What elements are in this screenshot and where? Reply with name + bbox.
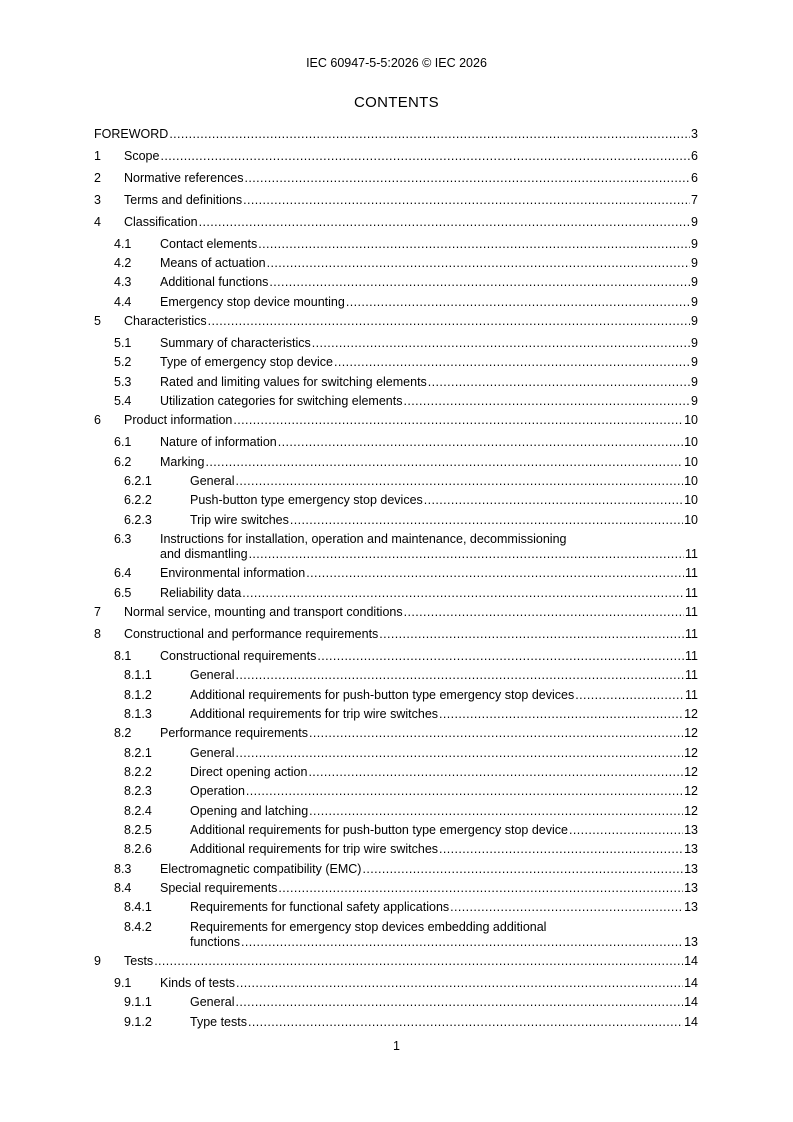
toc-entry-number: 6.2.1	[124, 474, 152, 488]
toc-entry-page: 9	[691, 275, 698, 289]
toc-entry-number: 6	[94, 413, 101, 427]
toc-entry-number: 5.1	[114, 336, 132, 350]
toc-entry-number: 4.3	[114, 275, 132, 289]
toc-entry-page: 10	[684, 455, 698, 469]
toc-entry[interactable]	[94, 842, 698, 857]
dot-leader	[569, 823, 683, 838]
toc-entry-number: 8.4.2	[124, 920, 152, 934]
toc-entry[interactable]	[94, 586, 698, 601]
toc-entry-page: 11	[685, 586, 698, 600]
toc-entry-page: 9	[691, 295, 698, 309]
toc-entry[interactable]	[94, 976, 698, 991]
toc-entry-label: Push-button type emergency stop devices	[190, 493, 423, 507]
toc-entry-label: Trip wire switches	[190, 513, 289, 527]
toc-entry-label-line1: Requirements for emergency stop devices embedding additional	[190, 920, 547, 934]
toc-entry-label: General	[190, 995, 235, 1009]
toc-entry-page: 9	[691, 256, 698, 270]
toc-entry-label: General	[190, 474, 235, 488]
toc-entry[interactable]	[94, 566, 698, 581]
toc-entry-label: Direct opening action	[190, 765, 308, 779]
toc-entry-number: 8.4.1	[124, 900, 152, 914]
toc-entry-page: 3	[691, 127, 698, 141]
dot-leader	[424, 493, 683, 508]
toc-entry-label: Rated and limiting values for switching elements	[160, 375, 427, 389]
dot-leader	[346, 295, 690, 310]
toc-entry-label: Scope	[124, 149, 160, 163]
dot-leader	[235, 746, 683, 761]
dot-leader	[278, 435, 683, 450]
dot-leader	[317, 649, 684, 664]
toc-entry-number: 8.2.1	[124, 746, 152, 760]
toc-entry-number: 9.1.1	[124, 995, 152, 1009]
toc-entry-label: Marking	[160, 455, 205, 469]
dot-leader	[205, 455, 683, 470]
toc-entry-page: 9	[691, 355, 698, 369]
toc-entry-label: Terms and definitions	[124, 193, 243, 207]
toc-entry[interactable]	[94, 295, 698, 310]
toc-entry-page: 11	[685, 547, 698, 561]
toc-entry-number: 6.1	[114, 435, 132, 449]
toc-entry-label: Summary of characteristics	[160, 336, 311, 350]
toc-entry-number: 5.2	[114, 355, 132, 369]
toc-entry-number: 4.2	[114, 256, 132, 270]
toc-entry-label: Operation	[190, 784, 245, 798]
toc-entry-number: 3	[94, 193, 101, 207]
toc-entry-label: Additional requirements for push-button type emergency stop device	[190, 823, 568, 837]
dot-leader	[379, 627, 684, 642]
toc-entry-page: 13	[684, 842, 698, 856]
toc-entry-label: Product information	[124, 413, 233, 427]
dot-leader	[248, 1015, 683, 1030]
toc-entry[interactable]	[94, 668, 698, 683]
toc-entry[interactable]	[94, 413, 698, 428]
toc-entry-page: 11	[685, 627, 698, 641]
toc-entry[interactable]	[94, 275, 698, 290]
toc-entry-label: Constructional and performance requirements	[124, 627, 379, 641]
dot-leader	[160, 149, 690, 164]
toc-entry-number: 5	[94, 314, 101, 328]
toc-entry-number: 1	[94, 149, 101, 163]
toc-entry-number: 6.2.3	[124, 513, 152, 527]
toc-entry[interactable]	[94, 435, 698, 450]
toc-entry-label: Normal service, mounting and transport conditions	[124, 605, 403, 619]
toc-entry-label: Reliability data	[160, 586, 242, 600]
toc-entry-label: Special requirements	[160, 881, 278, 895]
toc-entry-number: 8.1.1	[124, 668, 152, 682]
dot-leader	[450, 900, 683, 915]
dot-leader	[235, 668, 684, 683]
toc-entry[interactable]	[94, 605, 698, 620]
toc-entry-page: 10	[684, 413, 698, 427]
toc-entry-number: 8.2.3	[124, 784, 152, 798]
toc-entry-number: 9.1.2	[124, 1015, 152, 1029]
toc-entry-label: FOREWORD	[94, 127, 169, 141]
toc-entry[interactable]	[94, 881, 698, 896]
toc-entry-page: 12	[684, 707, 698, 721]
toc-entry-label: Additional requirements for trip wire switches	[190, 842, 439, 856]
toc-entry[interactable]	[94, 256, 698, 271]
toc-entry[interactable]	[94, 627, 698, 642]
toc-entry-page: 14	[684, 995, 698, 1009]
toc-entry-page: 10	[684, 493, 698, 507]
dot-leader	[309, 804, 683, 819]
toc-entry-page: 11	[685, 649, 698, 663]
toc-entry-number: 6.4	[114, 566, 132, 580]
toc-entry-label: Tests	[124, 954, 154, 968]
toc-entry-number: 6.3	[114, 532, 132, 546]
toc-entry-label: Utilization categories for switching elements	[160, 394, 403, 408]
toc-entry-page: 11	[685, 566, 698, 580]
toc-entry-number: 8.2	[114, 726, 132, 740]
dot-leader	[362, 862, 683, 877]
toc-entry-page: 10	[684, 435, 698, 449]
toc-entry-label: Emergency stop device mounting	[160, 295, 345, 309]
toc-entry-number: 2	[94, 171, 101, 185]
toc-entry[interactable]	[94, 237, 698, 252]
toc-entry-page: 6	[691, 149, 698, 163]
toc-entry-number: 4	[94, 215, 101, 229]
toc-entry[interactable]	[94, 804, 698, 819]
dot-leader	[306, 566, 684, 581]
toc-entry-number: 5.4	[114, 394, 132, 408]
toc-entry-number: 8.2.4	[124, 804, 152, 818]
toc-entry[interactable]	[94, 920, 698, 950]
dot-leader	[439, 707, 683, 722]
toc-entry-page: 12	[684, 784, 698, 798]
toc-entry-number: 8.2.6	[124, 842, 152, 856]
dot-leader	[208, 314, 690, 329]
toc-entry[interactable]	[94, 171, 698, 186]
toc-entry-number: 8.4	[114, 881, 132, 895]
dot-leader	[334, 355, 690, 370]
toc-entry-page: 10	[684, 513, 698, 527]
dot-leader	[154, 954, 683, 969]
toc-entry[interactable]	[94, 513, 698, 528]
toc-entry-page: 6	[691, 171, 698, 185]
toc-entry-label: Contact elements	[160, 237, 258, 251]
dot-leader	[308, 765, 683, 780]
toc-entry[interactable]	[94, 862, 698, 877]
dot-leader	[267, 256, 690, 271]
toc-entry[interactable]	[94, 900, 698, 915]
toc-entry-page: 11	[685, 668, 698, 682]
toc-entry-label: Characteristics	[124, 314, 207, 328]
toc-entry[interactable]	[94, 649, 698, 664]
dot-leader	[403, 394, 690, 409]
toc-entry-number: 9.1	[114, 976, 132, 990]
toc-entry-number: 4.4	[114, 295, 132, 309]
toc-entry-page: 11	[685, 605, 698, 619]
toc-entry-label: Additional requirements for push-button type emergency stop devices	[190, 688, 575, 702]
dot-leader	[439, 842, 683, 857]
toc-entry-label: Electromagnetic compatibility (EMC)	[160, 862, 362, 876]
toc-entry-page: 13	[684, 881, 698, 895]
toc-entry[interactable]	[94, 375, 698, 390]
dot-leader	[269, 275, 690, 290]
toc-entry-number: 6.2	[114, 455, 132, 469]
toc-entry-number: 6.2.2	[124, 493, 152, 507]
toc-entry-label: Kinds of tests	[160, 976, 236, 990]
toc-entry[interactable]	[94, 532, 698, 562]
toc-entry-number: 8.2.5	[124, 823, 152, 837]
toc-entry-page: 9	[691, 215, 698, 229]
toc-entry[interactable]	[94, 1015, 698, 1030]
toc-entry-page: 9	[691, 336, 698, 350]
dot-leader	[235, 995, 683, 1010]
dot-leader	[575, 688, 684, 703]
toc-entry-label: Additional requirements for trip wire switches	[190, 707, 439, 721]
toc-entry[interactable]	[94, 355, 698, 370]
toc-entry-label: General	[190, 746, 235, 760]
toc-entry-page: 13	[684, 862, 698, 876]
toc-entry-label: Classification	[124, 215, 198, 229]
toc-entry-label: and dismantling	[160, 547, 248, 561]
toc-entry-number: 8.1.3	[124, 707, 152, 721]
toc-entry-page: 13	[684, 900, 698, 914]
toc-entry-label: Additional functions	[160, 275, 269, 289]
toc-entry[interactable]	[94, 215, 698, 230]
toc-entry-page: 12	[684, 765, 698, 779]
dot-leader	[246, 784, 683, 799]
dot-leader	[169, 127, 690, 142]
toc-entry-number: 9	[94, 954, 101, 968]
toc-entry-page: 13	[684, 935, 698, 949]
dot-leader	[290, 513, 683, 528]
toc-entry-label: Nature of information	[160, 435, 277, 449]
toc-entry[interactable]	[94, 394, 698, 409]
toc-entry-page: 13	[684, 823, 698, 837]
dot-leader	[245, 171, 691, 186]
toc-entry[interactable]	[94, 707, 698, 722]
toc-entry-label: Requirements for functional safety applications	[190, 900, 450, 914]
toc-entry-page: 14	[684, 954, 698, 968]
toc-entry-label: General	[190, 668, 235, 682]
toc-entry-page: 11	[685, 688, 698, 702]
toc-entry-page: 9	[691, 314, 698, 328]
toc-entry-label: Constructional requirements	[160, 649, 317, 663]
toc-entry-page: 12	[684, 746, 698, 760]
toc-entry-label-line1: Instructions for installation, operation and maintenance, decommissioning	[160, 532, 567, 546]
toc-entry-number: 8.1.2	[124, 688, 152, 702]
toc-entry-label: Environmental information	[160, 566, 306, 580]
dot-leader	[404, 605, 684, 620]
toc-entry-number: 7	[94, 605, 101, 619]
toc-entry-page: 12	[684, 726, 698, 740]
toc-entry-page: 9	[691, 237, 698, 251]
toc-entry-label: Performance requirements	[160, 726, 308, 740]
dot-leader	[428, 375, 690, 390]
dot-leader	[233, 413, 683, 428]
toc-entry-number: 8.3	[114, 862, 132, 876]
toc-entry-page: 9	[691, 394, 698, 408]
toc-entry-page: 9	[691, 375, 698, 389]
toc-entry-page: 14	[684, 976, 698, 990]
dot-leader	[199, 215, 690, 230]
toc-entry-label: Opening and latching	[190, 804, 309, 818]
page-number: 1	[393, 1039, 400, 1053]
dot-leader	[236, 976, 683, 991]
toc-entry-number: 8.1	[114, 649, 132, 663]
toc-entry-label: Type of emergency stop device	[160, 355, 334, 369]
toc-entry-number: 8.2.2	[124, 765, 152, 779]
toc-entry-page: 12	[684, 804, 698, 818]
toc-entry[interactable]	[94, 765, 698, 780]
toc-entry-number: 4.1	[114, 237, 132, 251]
toc-entry-number: 6.5	[114, 586, 132, 600]
toc-entry[interactable]	[94, 784, 698, 799]
toc-entry[interactable]	[94, 954, 698, 969]
document-header: IEC 60947-5-5:2026 © IEC 2026	[306, 56, 487, 70]
toc-entry[interactable]	[94, 127, 698, 142]
toc-entry[interactable]	[94, 493, 698, 508]
dot-leader	[243, 193, 690, 208]
toc-entry[interactable]	[94, 149, 698, 164]
toc-entry-page: 7	[691, 193, 698, 207]
toc-entry[interactable]	[94, 995, 698, 1010]
toc-entry[interactable]	[94, 726, 698, 741]
dot-leader	[242, 586, 684, 601]
toc-entry[interactable]	[94, 688, 698, 703]
dot-leader	[241, 935, 683, 950]
dot-leader	[235, 474, 683, 489]
dot-leader	[278, 881, 683, 896]
toc-entry-label: Means of actuation	[160, 256, 266, 270]
dot-leader	[312, 336, 690, 351]
toc-entry-page: 14	[684, 1015, 698, 1029]
toc-entry[interactable]	[94, 193, 698, 208]
dot-leader	[309, 726, 683, 741]
toc-entry-label: functions	[190, 935, 241, 949]
toc-entry-page: 10	[684, 474, 698, 488]
toc-entry-number: 8	[94, 627, 101, 641]
toc-entry[interactable]	[94, 336, 698, 351]
toc-entry-label: Normative references	[124, 171, 244, 185]
page-title: CONTENTS	[354, 94, 439, 111]
toc-entry[interactable]	[94, 746, 698, 761]
toc-entry-label: Type tests	[190, 1015, 247, 1029]
dot-leader	[249, 547, 684, 562]
dot-leader	[258, 237, 690, 252]
toc-entry-number: 5.3	[114, 375, 132, 389]
toc-entry[interactable]	[94, 314, 698, 329]
toc-entry[interactable]	[94, 474, 698, 489]
toc-entry[interactable]	[94, 455, 698, 470]
toc-entry[interactable]	[94, 823, 698, 838]
